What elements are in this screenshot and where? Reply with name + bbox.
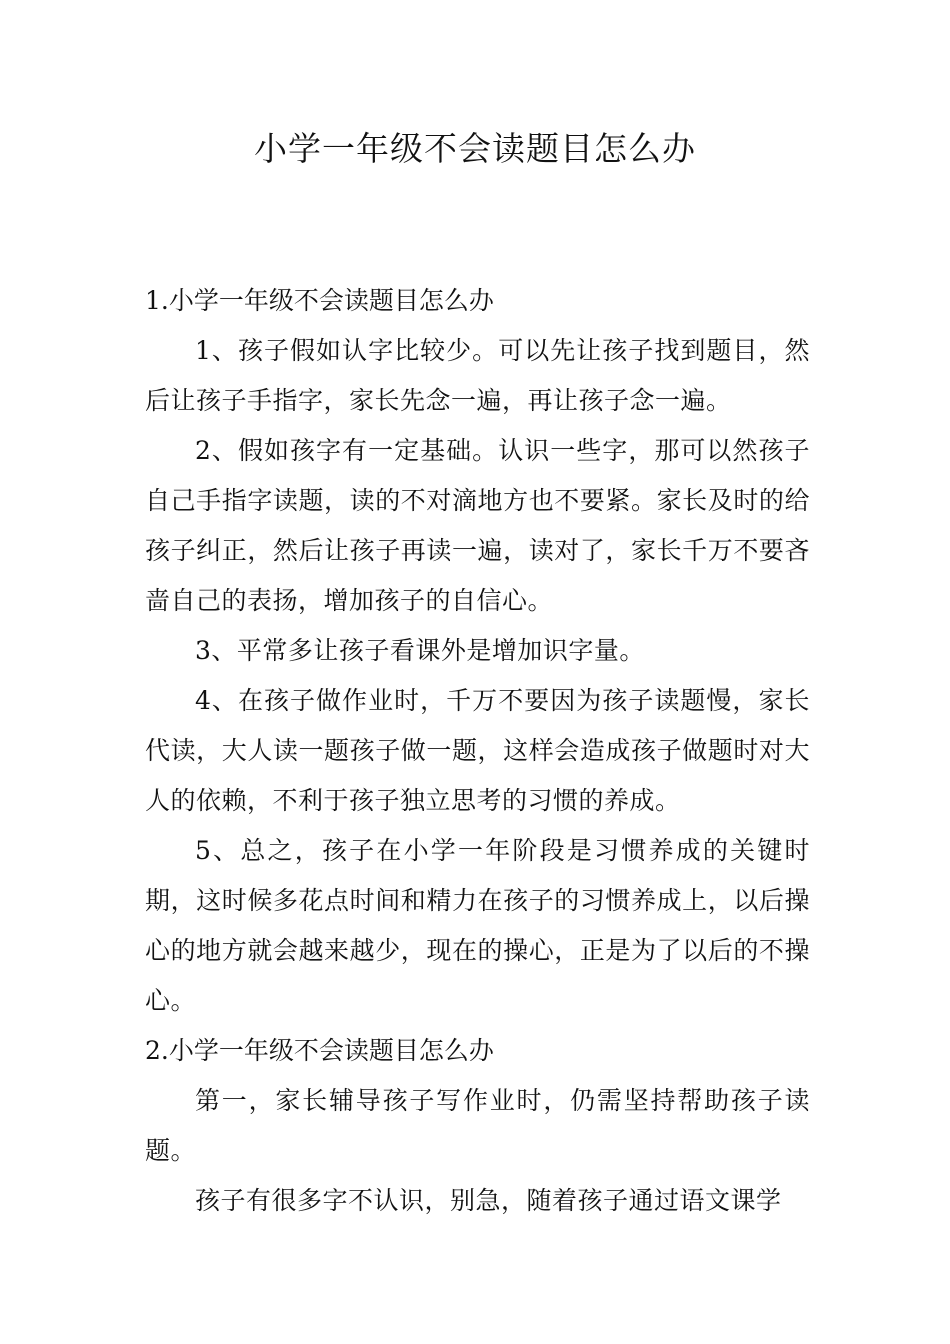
document-body — [145, 276, 810, 1226]
paragraph: 2、假如孩字有一定基础。认识一些字，那可以然孩子自己手指字读题，读的不对滴地方也不要紧。家长及时的给孩子纠正，然后让孩子再读一遍，读对了，家长千万不要吝啬自己的表扬，增加孩子的自信心。 — [145, 436, 810, 615]
paragraph: 5、总之，孩子在小学一年阶段是习惯养成的关键时期，这时候多花点时间和精力在孩子的习惯养成上，以后操心的地方就会越来越少，现在的操心，正是为了以后的不操心。 — [145, 836, 810, 1015]
section-heading: 2.小学一年级不会读题目怎么办 — [145, 1036, 494, 1065]
paragraph: 孩子有很多字不认识，别急，随着孩子通过语文课学 — [195, 1186, 782, 1215]
document-title: 小学一年级不会读题目怎么办 — [254, 129, 696, 168]
paragraph: 1、孩子假如认字比较少。可以先让孩子找到题目，然后让孩子手指字，家长先念一遍，再让孩子念一遍。 — [145, 336, 810, 415]
section-heading: 1.小学一年级不会读题目怎么办 — [145, 286, 494, 315]
paragraph: 3、平常多让孩子看课外是增加识字量。 — [195, 636, 645, 665]
paragraph: 4、在孩子做作业时，千万不要因为孩子读题慢，家长代读，大人读一题孩子做一题，这样会造成孩子做题时对大人的依赖，不利于孩子独立思考的习惯的养成。 — [145, 686, 810, 815]
paragraph: 第一，家长辅导孩子写作业时，仍需坚持帮助孩子读题。 — [145, 1086, 810, 1165]
